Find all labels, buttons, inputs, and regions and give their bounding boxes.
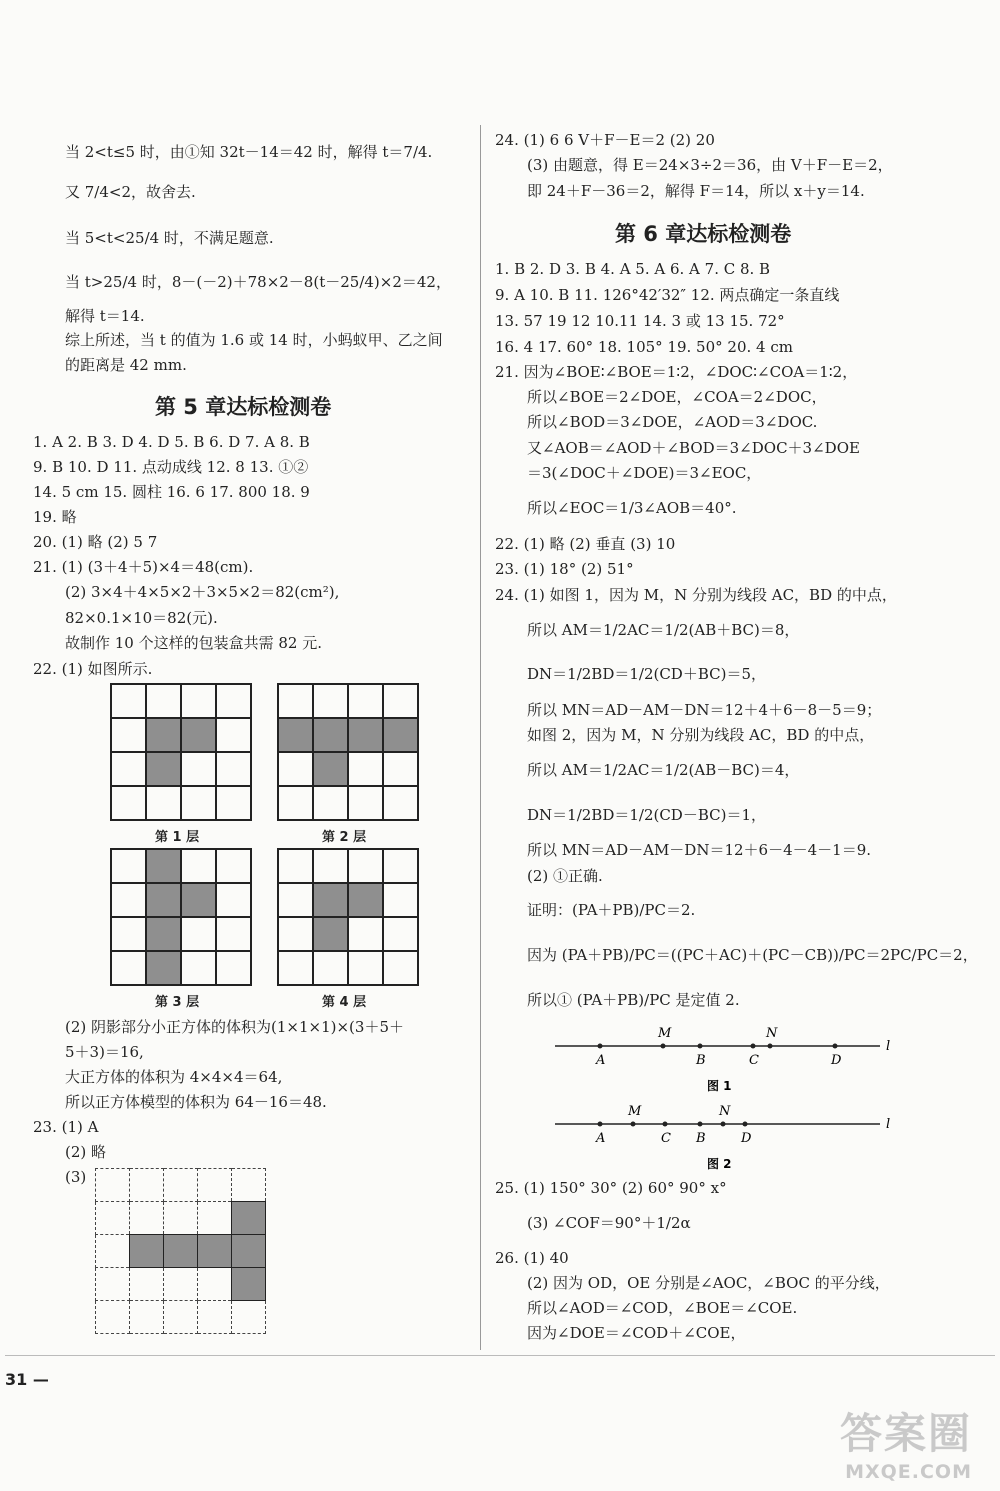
answer-line: DN＝1/2BD＝1/2(CD＋BC)＝5， [527, 665, 767, 683]
point-D [833, 1044, 838, 1049]
watermark [840, 1401, 972, 1483]
answer-line: (3) ∠COF＝90°＋1/2α [527, 1214, 691, 1232]
answer-line: 14. 5 cm 15. 圆柱 16. 6 17. 800 18. 9 [33, 483, 310, 501]
answer-line: 又∠AOB＝∠AOD＋∠BOD＝3∠DOC＋3∠DOE [527, 439, 860, 457]
text-line: 解得 t＝14. [65, 307, 145, 325]
answer-line: 23. (1) 18° (2) 51° [495, 560, 634, 578]
answer-line: 9. B 10. D 11. 点动成线 12. 8 13. ①② [33, 458, 309, 476]
answer-line: 1. B 2. D 3. B 4. A 5. A 6. A 7. C 8. B [495, 260, 771, 278]
figure-1 [550, 1022, 900, 1097]
answer-line: 21. (1) (3＋4＋5)×4＝48(cm). [33, 558, 254, 576]
label-D: D [741, 1131, 752, 1146]
text-line: 当 5<t<25/4 时，不满足题意. [65, 229, 274, 247]
point-B [698, 1044, 703, 1049]
answer-line: 所以 AM＝1/2AC＝1/2(AB－BC)＝4， [527, 761, 800, 779]
answer-line: (2) ①正确. [527, 867, 603, 885]
text-line: 又 7/4<2，故舍去. [65, 183, 196, 201]
answer-line: 所以 MN＝AD－AM－DN＝12＋6－4－4－1＝9. [527, 841, 872, 859]
layer4-caption: 第 4 层 [322, 995, 367, 1010]
bottom-rule [5, 1355, 995, 1356]
label-N: N [766, 1026, 778, 1041]
answer-line: 1. A 2. B 3. D 4. D 5. B 6. D 7. A 8. B [33, 433, 310, 451]
label-B: B [696, 1053, 706, 1068]
answer-line: 9. A 10. B 11. 126°42′32″ 12. 两点确定一条直线 [495, 286, 840, 304]
answer-line: 即 24＋F－36＝2，解得 F＝14，所以 x＋y＝14. [527, 182, 865, 200]
answer-line: 23. (1) A [33, 1118, 99, 1136]
answer-line: 19. 略 [33, 508, 77, 526]
point-B [698, 1122, 703, 1127]
point-C [751, 1044, 756, 1049]
answer-line: (2) 略 [65, 1143, 107, 1161]
answer-line: 82×0.1×10＝82(元). [65, 609, 218, 627]
answer-line: 26. (1) 40 [495, 1249, 569, 1267]
point-C [663, 1122, 668, 1127]
column-divider [480, 125, 481, 1350]
answer-line: 因为 (PA＋PB)/PC＝((PC＋AC)＋(PC－CB))/PC＝2PC/PC＝2， [527, 946, 978, 964]
answer-line: 22. (1) 如图所示. [33, 660, 153, 678]
point-N [721, 1122, 726, 1127]
layer1-grid [110, 683, 252, 821]
label-M: M [658, 1026, 672, 1041]
layer4-grid [277, 848, 419, 986]
layer3-grid [110, 848, 252, 986]
answer-line: (3) [65, 1168, 87, 1186]
chapter6-title: 第 6 章达标检测卷 [615, 222, 792, 246]
answer-line: 24. (1) 6 6 V＋F－E＝2 (2) 20 [495, 131, 715, 149]
text-line: 当 2<t≤5 时，由①知 32t－14＝42 时，解得 t＝7/4. [65, 143, 433, 161]
answer-line: 16. 4 17. 60° 18. 105° 19. 50° 20. 4 cm [495, 338, 793, 356]
label-A: A [596, 1131, 606, 1146]
answer-line: (2) 因为 OD，OE 分别是∠AOC，∠BOC 的平分线， [527, 1274, 890, 1292]
label-M: M [628, 1104, 642, 1119]
layer2-grid [277, 683, 419, 821]
point-M [631, 1122, 636, 1127]
answer-line: 21. 因为∠BOE∶∠BOE＝1∶2，∠DOC∶∠COA＝1∶2， [495, 363, 858, 381]
answer-line: DN＝1/2BD＝1/2(CD－BC)＝1， [527, 806, 767, 824]
watermark-logo: 答案圈 [839, 1409, 972, 1458]
answer-line: (2) 阴影部分小正方体的体积为(1×1×1)×(3＋5＋ [65, 1018, 404, 1036]
text-line: 综上所述，当 t 的值为 1.6 或 14 时，小蚂蚁甲、乙之间 [65, 331, 443, 349]
net-grid [95, 1168, 266, 1334]
answer-line: 如图 2，因为 M，N 分别为线段 AC，BD 的中点， [527, 726, 875, 744]
answer-line: 20. (1) 略 (2) 5 7 [33, 533, 158, 551]
page-number: 31 — [5, 1370, 49, 1389]
answer-line: 所以正方体模型的体积为 64－16＝48. [65, 1093, 327, 1111]
label-N: N [719, 1104, 731, 1119]
figure-2 [550, 1100, 900, 1175]
label-B: B [696, 1131, 706, 1146]
point-A [598, 1122, 603, 1127]
label-l: l [886, 1039, 891, 1054]
label-D: D [831, 1053, 842, 1068]
figure-2-caption: 图 2 [707, 1157, 732, 1171]
label-A: A [596, 1053, 606, 1068]
text-line: 的距离是 42 mm. [65, 356, 187, 374]
answer-line: 所以 MN＝AD－AM－DN＝12＋4＋6－8－5＝9； [527, 701, 882, 719]
answer-line: 因为∠DOE＝∠COD＋∠COE， [527, 1324, 746, 1342]
answer-line: 所以∠EOC＝1/3∠AOB＝40°. [527, 499, 737, 517]
answer-line: 所以∠BOD＝3∠DOE，∠AOD＝3∠DOC. [527, 413, 818, 431]
point-D [743, 1122, 748, 1127]
answer-line: 所以① (PA＋PB)/PC 是定值 2. [527, 991, 740, 1009]
answer-line: 24. (1) 如图 1，因为 M，N 分别为线段 AC，BD 的中点， [495, 586, 897, 604]
answer-line: 所以∠AOD＝∠COD，∠BOE＝∠COE. [527, 1299, 798, 1317]
answer-line: 所以∠BOE＝2∠DOE，∠COA＝2∠DOC， [527, 388, 827, 406]
layer1-caption: 第 1 层 [155, 830, 200, 845]
answer-line: 大正方体的体积为 4×4×4＝64, [65, 1068, 283, 1086]
answer-line: 25. (1) 150° 30° (2) 60° 90° x° [495, 1179, 727, 1197]
answer-line: 证明：(PA＋PB)/PC＝2. [527, 901, 696, 919]
answer-line: 故制作 10 个这样的包装盒共需 82 元. [65, 634, 323, 652]
answer-line: (3) 由题意，得 E＝24×3÷2＝36，由 V＋F－E＝2， [527, 156, 893, 174]
chapter5-title: 第 5 章达标检测卷 [155, 395, 332, 419]
point-A [598, 1044, 603, 1049]
answer-line: 22. (1) 略 (2) 垂直 (3) 10 [495, 535, 676, 553]
watermark-url: MXQE.COM [845, 1461, 972, 1483]
answer-line: 所以 AM＝1/2AC＝1/2(AB＋BC)＝8， [527, 621, 800, 639]
label-l: l [886, 1117, 891, 1132]
answer-line: ＝3(∠DOC＋∠DOE)＝3∠EOC， [527, 464, 762, 482]
text-line: 当 t>25/4 时，8－(－2)＋78×2－8(t－25/4)×2＝42， [65, 273, 451, 291]
label-C: C [661, 1131, 671, 1146]
point-N [768, 1044, 773, 1049]
answer-line: 13. 57 19 12 10.11 14. 3 或 13 15. 72° [495, 312, 785, 330]
layer3-caption: 第 3 层 [155, 995, 200, 1010]
label-C: C [749, 1053, 759, 1068]
layer2-caption: 第 2 层 [322, 830, 367, 845]
figure-1-caption: 图 1 [707, 1079, 732, 1093]
answer-line: 5＋3)＝16, [65, 1043, 144, 1061]
point-M [661, 1044, 666, 1049]
answer-line: (2) 3×4＋4×5×2＋3×5×2＝82(cm²), [65, 583, 340, 601]
